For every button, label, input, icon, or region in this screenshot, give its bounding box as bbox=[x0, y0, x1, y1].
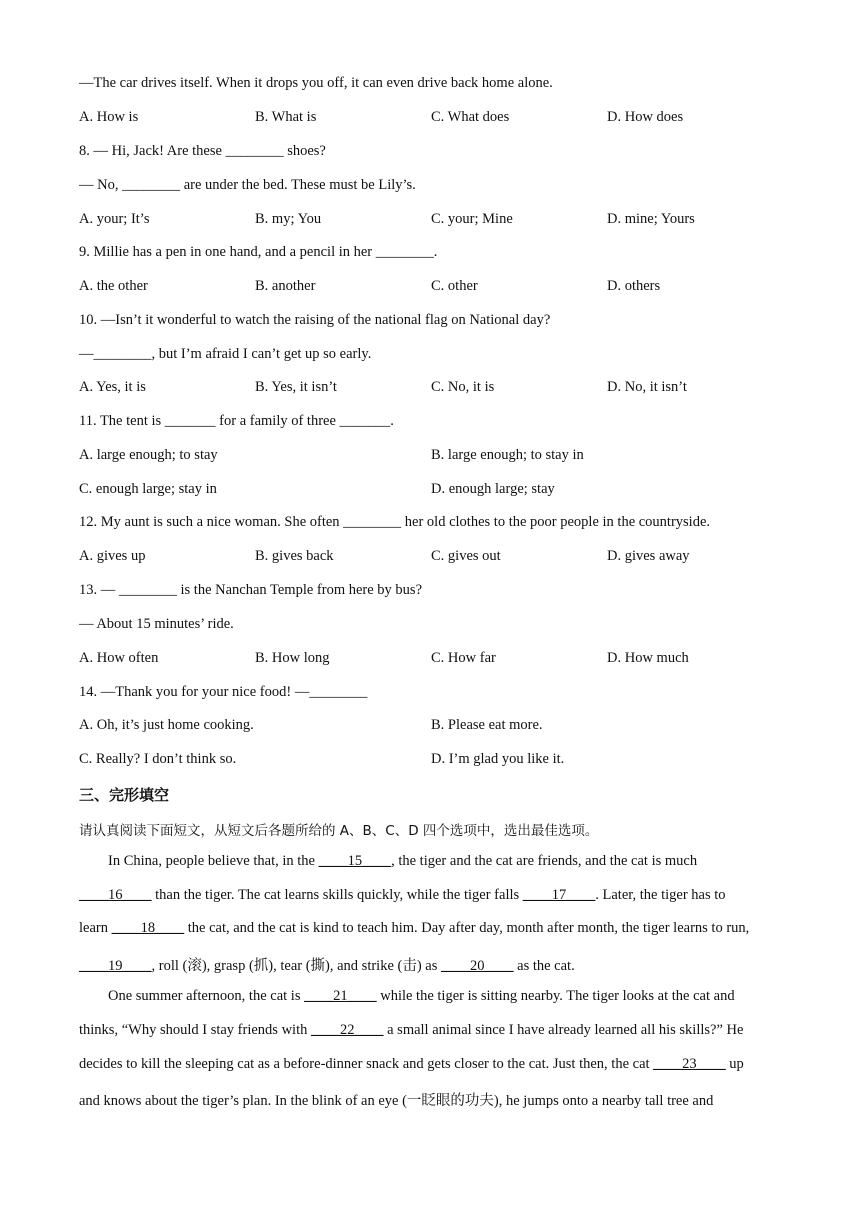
q14-stem: 14. —Thank you for your nice food! —________ bbox=[79, 684, 368, 700]
q11-option-a[interactable]: A. large enough; to stay bbox=[79, 447, 218, 463]
q8-option-b[interactable]: B. my; You bbox=[255, 211, 322, 227]
q10-stem: 10. —Isn’t it wonderful to watch the raising of the national flag on National day? bbox=[79, 312, 551, 328]
blank-15: ____15____ bbox=[318, 853, 392, 869]
q8-reply: — No, ________ are under the bed. These must be Lily’s. bbox=[79, 177, 416, 193]
q9-option-a[interactable]: A. the other bbox=[79, 278, 148, 294]
passage-text: up bbox=[725, 1056, 744, 1072]
q8-stem: 8. — Hi, Jack! Are these ________ shoes? bbox=[79, 143, 326, 159]
passage-line bbox=[79, 887, 726, 904]
passage-text: learn bbox=[79, 920, 112, 936]
q12-stem: 12. My aunt is such a nice woman. She often ________ her old clothes to the poor people in the countryside. bbox=[79, 514, 711, 530]
q14-option-d[interactable]: D. I’m glad you like it. bbox=[431, 751, 565, 767]
q11-option-d[interactable]: D. enough large; stay bbox=[431, 481, 555, 497]
passage-text: the cat, and the cat is kind to teach him. Day after day, month after month, the tiger learns to run, bbox=[184, 920, 750, 936]
q13-option-d[interactable]: D. How much bbox=[607, 650, 689, 666]
q12-option-b[interactable]: B. gives back bbox=[255, 548, 334, 564]
q13-option-b[interactable]: B. How long bbox=[255, 650, 330, 666]
q9-option-b[interactable]: B. another bbox=[255, 278, 316, 294]
passage-line bbox=[108, 853, 697, 870]
passage-text: as the cat. bbox=[513, 958, 575, 974]
q10-option-d[interactable]: D. No, it isn’t bbox=[607, 379, 687, 395]
passage-text: One summer afternoon, the cat is bbox=[108, 988, 305, 1004]
q13-stem: 13. — ________ is the Nanchan Temple from here by bus? bbox=[79, 582, 423, 598]
q12-option-d[interactable]: D. gives away bbox=[607, 548, 690, 564]
q11-option-c[interactable]: C. enough large; stay in bbox=[79, 481, 217, 497]
passage-line bbox=[79, 954, 575, 975]
passage-line bbox=[79, 1056, 744, 1073]
q10-reply: —________, but I’m afraid I can’t get up so early. bbox=[79, 346, 372, 362]
q9-option-d[interactable]: D. others bbox=[607, 278, 661, 294]
q7-option-a[interactable]: A. How is bbox=[79, 109, 139, 125]
blank-16: ____16____ bbox=[79, 887, 152, 903]
passage-line: and knows about the tiger’s plan. In the blink of an eye (一眨眼的功夫), he jumps onto a nearby tall tree and bbox=[79, 1093, 714, 1109]
q14-option-a[interactable]: A. Oh, it’s just home cooking. bbox=[79, 717, 254, 733]
blank-20: ____20____ bbox=[441, 958, 514, 974]
q11-stem: 11. The tent is _______ for a family of three _______. bbox=[79, 413, 394, 429]
q13-reply: — About 15 minutes’ ride. bbox=[79, 616, 234, 632]
q11-option-b[interactable]: B. large enough; to stay in bbox=[431, 447, 584, 463]
q7-option-b[interactable]: B. What is bbox=[255, 109, 317, 125]
passage-text: a small animal since I have already learned all his skills?” He bbox=[383, 1022, 744, 1038]
passage-line bbox=[79, 920, 749, 937]
passage-text: while the tiger is sitting nearby. The tiger looks at the cat and bbox=[376, 988, 735, 1004]
q7-option-d[interactable]: D. How does bbox=[607, 109, 684, 125]
passage-line bbox=[108, 988, 735, 1005]
q10-option-a[interactable]: A. Yes, it is bbox=[79, 379, 146, 395]
q10-option-b[interactable]: B. Yes, it isn’t bbox=[255, 379, 337, 395]
q8-option-d[interactable]: D. mine; Yours bbox=[607, 211, 695, 227]
blank-19: ____19____ bbox=[79, 958, 152, 974]
blank-18: ____18____ bbox=[111, 920, 185, 936]
q12-option-c[interactable]: C. gives out bbox=[431, 548, 501, 564]
q14-option-c[interactable]: C. Really? I don’t think so. bbox=[79, 751, 237, 767]
blank-23: ____23____ bbox=[653, 1056, 726, 1072]
q7-option-c[interactable]: C. What does bbox=[431, 109, 510, 125]
passage-text: decides to kill the sleeping cat as a before-dinner snack and gets closer to the cat. Just then, the cat bbox=[79, 1056, 654, 1072]
passage-line bbox=[79, 1022, 743, 1039]
q7-answer-line: —The car drives itself. When it drops you off, it can even drive back home alone. bbox=[79, 75, 553, 91]
q9-option-c[interactable]: C. other bbox=[431, 278, 478, 294]
section-instruction: 请认真阅读下面短文，从短文后各题所给的 A、B、C、D 四个选项中，选出最佳选项。 bbox=[79, 823, 599, 839]
passage-text: In China, people believe that, in the bbox=[108, 853, 319, 869]
passage-text: , roll (滚), grasp (抓), tear (撕), and strike (击) as bbox=[151, 958, 442, 974]
passage-text: . Later, the tiger has to bbox=[595, 887, 726, 903]
q8-option-c[interactable]: C. your; Mine bbox=[431, 211, 513, 227]
q10-option-c[interactable]: C. No, it is bbox=[431, 379, 495, 395]
passage-text: thinks, “Why should I stay friends with bbox=[79, 1022, 311, 1038]
q14-option-b[interactable]: B. Please eat more. bbox=[431, 717, 543, 733]
q12-option-a[interactable]: A. gives up bbox=[79, 548, 146, 564]
q13-option-a[interactable]: A. How often bbox=[79, 650, 159, 666]
blank-21: ____21____ bbox=[304, 988, 377, 1004]
section-heading-cloze: 三、完形填空 bbox=[79, 786, 170, 804]
q8-option-a[interactable]: A. your; It’s bbox=[79, 211, 150, 227]
blank-17: ____17____ bbox=[522, 887, 596, 903]
q9-stem: 9. Millie has a pen in one hand, and a pencil in her ________. bbox=[79, 244, 438, 260]
blank-22: ____22____ bbox=[310, 1022, 384, 1038]
q13-option-c[interactable]: C. How far bbox=[431, 650, 496, 666]
passage-text: than the tiger. The cat learns skills quickly, while the tiger falls bbox=[151, 887, 523, 903]
passage-text: , the tiger and the cat are friends, and the cat is much bbox=[391, 853, 698, 869]
